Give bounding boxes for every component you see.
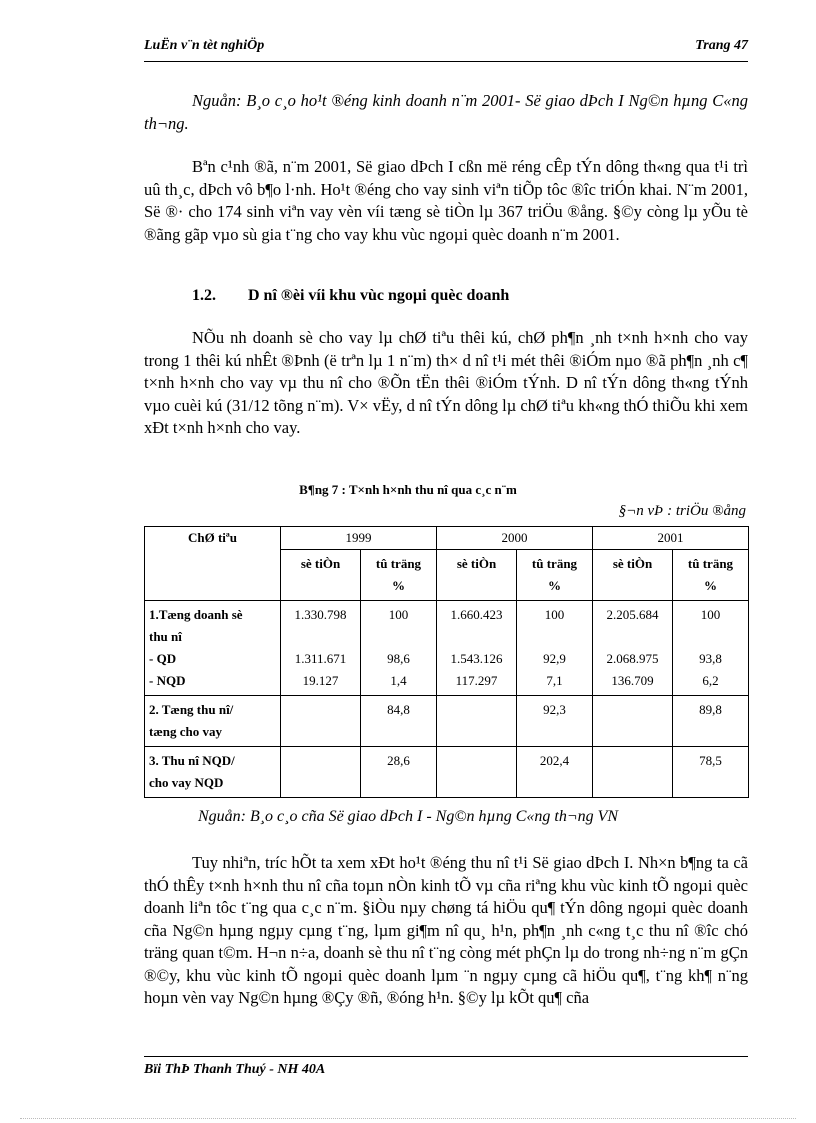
value: [285, 699, 356, 721]
sub-ratio-label: tû träng: [687, 556, 734, 571]
header-year-2000: [437, 527, 593, 550]
value: [441, 626, 512, 648]
value-cell: [361, 747, 437, 798]
value-cell: [517, 696, 593, 747]
sub-amount-label: sè tiÒn: [612, 556, 653, 571]
year-label: 2000: [501, 530, 528, 545]
sub-ratio-unit: %: [392, 578, 405, 593]
value-cell: [281, 696, 361, 747]
sub-ratio-label: tû träng: [375, 556, 422, 571]
value-cell: [437, 696, 517, 747]
value-cell: [361, 696, 437, 747]
row-label-line: tæng cho vay: [149, 724, 222, 739]
table-row: [145, 747, 749, 798]
value-cell: [593, 601, 673, 696]
value: [677, 626, 744, 648]
value: 89,8: [699, 702, 722, 717]
value: [597, 699, 668, 721]
row-label-line: thu nî: [149, 629, 182, 644]
value: [285, 750, 356, 772]
value: 100: [544, 607, 565, 622]
value: 6,2: [702, 673, 719, 688]
value: 2.205.684: [606, 607, 659, 622]
value: [597, 750, 668, 772]
sub-ratio: [673, 550, 749, 601]
value: 1.330.798: [294, 607, 347, 622]
section-number: 1.2.: [192, 287, 216, 304]
paragraph-1: Bªn c¹nh ®ã, n¨m 2001, Së giao dÞch I cßn më réng cÊp tÝn dông th«ng qua t¹i trì uû th¸c, dÞch vô b¶o l·nh. Ho¹t ®éng cho vay sinh viªn tiÕp tôc ®îc triÓn khai. N¨m 2001, Së ®· cho 174 sinh viªn vay vèn víi tæng sè tiÒn lµ 367 triÖu ®ång. §©y còng lµ yÕu tè ®ãng gãp vµo sù gia t¨ng cho vay khu vùc ngoµi quèc doanh n¨m 2001.: [144, 157, 748, 244]
sub-amount: [593, 550, 673, 601]
source-note-1: Nguån: B¸o c¸o ho¹t ®éng kinh doanh n¨m 2001- Së giao dÞch I Ng©n hµng C«ng th¬ng.: [144, 91, 748, 133]
table-header-row: [145, 527, 749, 550]
sub-amount: [437, 550, 517, 601]
value: 98,6: [387, 651, 410, 666]
value: [365, 626, 432, 648]
page-edge-divider: [20, 1118, 796, 1119]
sub-amount: [281, 550, 361, 601]
sub-amount-label: sè tiÒn: [300, 556, 341, 571]
value-cell: [593, 696, 673, 747]
page-header: [144, 38, 748, 58]
value: 92,3: [543, 702, 566, 717]
sub-ratio-label: tû träng: [531, 556, 578, 571]
value-cell: [673, 601, 749, 696]
value: 2.068.975: [606, 651, 659, 666]
header-year-2001: [593, 527, 749, 550]
value-cell: [517, 747, 593, 798]
sub-ratio: [361, 550, 437, 601]
value: 92,9: [543, 651, 566, 666]
value: [441, 699, 512, 721]
row-label-line: cho vay NQD: [149, 775, 224, 790]
table-row: [145, 696, 749, 747]
row-label-line: 1.Tæng doanh sè: [149, 607, 243, 622]
value: 100: [388, 607, 409, 622]
value-cell: [437, 601, 517, 696]
year-label: 2001: [657, 530, 684, 545]
row-label-line: - QD: [149, 651, 177, 666]
value: 1.543.126: [450, 651, 503, 666]
value: 136.709: [611, 673, 654, 688]
paragraph-2: NÕu nh doanh sè cho vay lµ chØ tiªu thêi kú, chØ ph¶n ¸nh t×nh h×nh cho vay trong 1 thêi kú nhÊt ®Þnh (ë trªn lµ 1 n¨m) th× d nî t¹i mét thêi ®iÓm nµo ®ã ph¶n ¸nh c¶ t×nh h×nh cho vay vµ thu nî cho ®Õn tËn thêi ®iÓm tÝnh. D nî tÝn dông th«ng tÝnh vµo cuèi kú (31/12 tõng n¨m). V× vËy, d nî tÝn dông lµ chØ tiªu kh«ng thÓ thiÕu khi xem xÐt t×nh h×nh cho vay.: [144, 328, 748, 437]
value: 78,5: [699, 753, 722, 768]
debt-collection-table: [144, 526, 749, 798]
table-caption: B¶ng 7 : T×nh h×nh thu nî qua c¸c n¨m: [299, 482, 517, 497]
value: 100: [700, 607, 721, 622]
sub-ratio: [517, 550, 593, 601]
value-cell: [517, 601, 593, 696]
sub-amount-label: sè tiÒn: [456, 556, 497, 571]
year-label: 1999: [345, 530, 372, 545]
header-rule: [144, 61, 748, 62]
value: 93,8: [699, 651, 722, 666]
value: [597, 626, 668, 648]
row-label-line: - NQD: [149, 673, 186, 688]
value: 1.311.671: [294, 651, 347, 666]
value: 202,4: [539, 753, 570, 768]
footer-author: Bïi ThÞ Thanh Thuý - NH 40A: [144, 1062, 326, 1077]
value-cell: [361, 601, 437, 696]
table-row: [145, 601, 749, 696]
value: 28,6: [387, 753, 410, 768]
section-heading: [192, 287, 509, 305]
value-cell: [281, 747, 361, 798]
row-label-line: 3. Thu nî NQD/: [149, 753, 235, 768]
page-number: Trang 47: [695, 38, 748, 53]
value: 7,1: [546, 673, 563, 688]
row-label-line: 2. Tæng thu nî/: [149, 702, 234, 717]
sub-ratio-unit: %: [548, 578, 561, 593]
header-year-1999: [281, 527, 437, 550]
header-indicator: [145, 527, 281, 601]
value: [285, 626, 356, 648]
source-note-2: Nguån: B¸o c¸o cña Së giao dÞch I - Ng©n hµng C«ng th¬ng VN: [197, 808, 619, 825]
value: 1,4: [390, 673, 407, 688]
value-cell: [281, 601, 361, 696]
row-label: [145, 747, 281, 798]
table-unit: §¬n vÞ : triÖu ®ång: [618, 503, 746, 519]
footer-rule: [144, 1056, 748, 1057]
value-cell: [437, 747, 517, 798]
row-label: [145, 696, 281, 747]
sub-ratio-unit: %: [704, 578, 717, 593]
value-cell: [673, 696, 749, 747]
value: 84,8: [387, 702, 410, 717]
value: 1.660.423: [450, 607, 503, 622]
value: 117.297: [455, 673, 498, 688]
row-label: [145, 601, 281, 696]
header-title: LuËn v¨n tèt nghiÖp: [144, 38, 265, 53]
value-cell: [593, 747, 673, 798]
value: 19.127: [302, 673, 339, 688]
paragraph-3: Tuy nhiªn, tríc hÕt ta xem xÐt ho¹t ®éng thu nî t¹i Së giao dÞch I. Nh×n b¶ng ta cã thÓ thÊy t×nh h×nh thu nî cña toµn nÒn kinh tÕ vµ cña riªng khu vùc kinh tÕ ngoµi quèc doanh liªn tôc t¨ng qua c¸c n¨m. §iÒu nµy chøng tá hiÖu qu¶ tÝn dông ngoµi quèc doanh cña Ng©n hµng ngµy cµng t¨ng, lµm gi¶m nî qu¸ h¹n, ph¶n ¸nh c«ng t¸c thu nî ®îc chó träng quan t©m. H¬n n÷a, doanh sè thu nî t¨ng còng mét phÇn lµ do trong nh÷ng n¨m gÇn ®©y, khu vùc kinh tÕ ngoµi quèc doanh lµm ¨n ngµy cµng cã hiÖu qu¶, t¨ng kh¶ n¨ng hoµn vèn vay Ng©n hµng ®Çy ®ñ, ®óng h¹n. §©y lµ kÕt qu¶ cña: [144, 853, 748, 1007]
indicator-label: ChØ tiªu: [187, 530, 238, 545]
value-cell: [673, 747, 749, 798]
section-title: D nî ®èi víi khu vùc ngoµi quèc doanh: [248, 287, 510, 304]
value: [441, 750, 512, 772]
value: [521, 626, 588, 648]
